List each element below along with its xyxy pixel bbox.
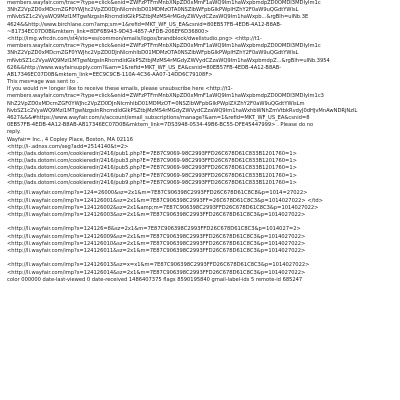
sent-to-notice: This mes=age was sent to . bbox=[7, 79, 79, 86]
text-line: ~81734EC07D0B&mktem_link=8DF6B943-9D43-4857-AFDB-206EF6D36800> bbox=[7, 28, 209, 35]
unsubscribe-notice: If you would n= longer like to receive these emails, please unsubscribe here <http://t1- bbox=[7, 86, 233, 93]
text-line: <http://ads.dotomi.com/cookieredir/2416/pub3.php?E=7E87C9069-98C2993FFD26C678D61C833B1201760=1> bbox=[7, 158, 297, 165]
text-line: members.wayfair.com/trac=?type=click&enid=ZWFzPTFmMnbXNpZD0xMmF1aWQ9Im1haWxpbmdpZD0OMDI3MDIyIm1c bbox=[7, 43, 321, 50]
text-line: <http://ads.dotomi.com/cookieredir/2416/pub9.php?E=7E87C9069-98C2993FFD26C678D61C833B1201760=1> bbox=[7, 179, 297, 186]
company-address: Wayfair= Inc., 4 Copley Place, Boston, MA 02116 bbox=[7, 136, 133, 143]
text-line: mNvbSZ1c2VyaWQ9MzI1MTgwNzgsInRhcmdldGlkPSZtbjMzMS4rMGdyZWVydCZzaWQ9Im1haWxpb...&rgBlh=ulNb.3E bbox=[7, 14, 309, 21]
spacer bbox=[7, 255, 394, 262]
text-line: reply. bbox=[7, 129, 21, 136]
text-line: members.wayfair.com/trac=?type=click&enid=ZWFzPTFmMnbXNpZD0xMmF1aWQ9Im1haWxpbmdpZD0OMDI3MDIyIm1c3 bbox=[7, 93, 324, 100]
text-line: <http://img.wfrcdn.com/st4/sto=es/common/emails/logos/brandblock/dwellstudio.png> <http://t1- bbox=[7, 35, 262, 42]
text-line: <http://li.wayfair.com/imp?s=124126014&sz=2x1&m=7E87C906398C2993FFD26C678D61C8C3&p=1014027022> bbox=[7, 269, 306, 276]
text-line: <http://li.wayfair.com/imp?s=124126009&sz=2x1&m=7E87C906398C2993FFD26C678D61C8C3&p=1014027022> bbox=[7, 233, 306, 240]
message-metadata: color 000000 date-last-viewed 0 date-received 1486407375 flags 8590195840 gmail-label-ids 5 remote-id 685247 bbox=[7, 276, 303, 283]
spacer bbox=[7, 219, 394, 226]
text-line: <http://ads.dotomi.com/cookieredir/2416/pub7.php?E=7E87C9069-98C2993FFD26C678D61C833B1201760=1> bbox=[7, 172, 297, 179]
text-line: <http://li.wayfair.com/imp?s=124=26000&sz=2x1&m=7E87C906398C2993FFD26C678D61C8C8&p=1014=27022> bbox=[7, 190, 308, 197]
text-line: 0EB57FB-4EDB-4A12-B8AB-AB17346EC07D0B&mktem_link=7DS3948-0534-49B6-BC55-DFE45447999> . Please do no bbox=[7, 122, 314, 129]
text-line: <http://li.wayfair.com/imp?s=124126=8&sz=2x1&m=7E87C906398C2993FFD26C678D61C8C3&p=1014027=2> bbox=[7, 226, 301, 233]
text-line: AB17346EC07D0B&mktem_link=EEC9C9CB-110A-4C36-AA07-14DD6C79108F> bbox=[7, 71, 213, 78]
text-line: 3NhZ2VpZD0xMDcmZGF0YWJhc2VpZD0DJnNlcmhlbD01MDMzOTA0NSZlbWFpbGlkPWplHZhY2F0aW9uQGdtYWlsL bbox=[7, 7, 299, 14]
text-line: <http://ads.dotomi.com/cookieredir/2416/pub1.php?E=7E87C9069-98C2993FFD26C678D61C833B1201760=1> bbox=[7, 150, 297, 157]
text-line: 3NhZ2VpZD0xMDcmZGF0YWJhc2VpZD0DJnNlcmhlbD01MDMzOTA0NSZlbWFpbGlkPWplHZhY2F0aW9uQGdtYWlsL bbox=[7, 50, 299, 57]
text-line: NvbSZ1c2VyaWQ9MzI1MTgwNzgsInRhcmdldGlkPSZtbjMzMS4rMGdyZWVydCZzaWQ9Im1haWxhbWNhZmVtbkRvdyJ0dHJvMnAwNDRjNzlL bbox=[7, 107, 358, 114]
text-line: <http://ads.dotomi.com/cookieredir/2416/pub5.php?E=7E87C9069-98C2993FFD26C678D61C833B1201760=1> bbox=[7, 165, 297, 172]
text-line: <http://li.wayfair.com/imp?s=124126011&sz=2x1&m=7E87C906398C2993FFD26C678D61C8C3&p=1014027022> bbox=[7, 247, 306, 254]
text-line: mNvbSZ1c2VyaWQ9MzI1MTgwNzgsInRhcmdldGlkPSZtbjMzMS4rMGdyZWVydCZzaWQ9Im1haWxpbmdpZ...&rgBlh=ulNb.3954 bbox=[7, 57, 330, 64]
text-line: NhZ2VpZD0xMDcmZGF0YWJhc2VpZD0DJnNlcmhlbD01MDMzOT=0NSZlbWFpbGlkPWplZXZhY2F0aW9uQGdtYWlsLm bbox=[7, 100, 305, 107]
text-line: <http://li.wayfair.com/imp?s=124126013&sz=x=x1&m=7E87C906398C2993FFD26C678D61C8C3&p=1014027022> bbox=[7, 262, 310, 269]
text-line: <http://li.wayfair.com/imp?s=124126010&sz=2x1&m=7E87C906398C2993FFD26C678D61C8C3&p=1014027022> bbox=[7, 240, 306, 247]
text-line: members.wayfair.com/trac=?type=click&enid=ZWFzPTFmMnbXNpZD0xMmF1aWQ9Im1haWxpbmdpZD0OMDI3MDIyIm1c bbox=[7, 0, 321, 6]
text-line: <http://li.wayfair.com/imp?s=124126003&sz=2x1&m=7E87C906398C2993FFD26C678D61C8C3&p=1014027022> bbox=[7, 212, 306, 219]
text-line: <http://li.wayfair.com/imp?s=124126001&sz=2x1&m=7E87C906398C2993FF=26C678D61C8C3&p=1014027022> </td> bbox=[7, 197, 323, 204]
text-line: 626&&http://www.wayfairsupply.com?&am=1&refid=MKT_WF_US_EA&csnid=80EB57FB-4EDB-4A12-B8AB- bbox=[7, 64, 282, 71]
text-line: 4624&&http://www.birchlane.com?amp;sm=1&refid=MKT_WF_US_EA&csnid=80EB57FB-4EDB-4A12-B8AB- bbox=[7, 21, 282, 28]
text-line: 4627&&&#https://www.wayfair.com/v/account/email_subscriptions/manage?&am=1&refid=MKT_WF_US_EA&csnid=8 bbox=[7, 115, 310, 121]
text-line: <http://i-.adnxs.com/seg?add=2514140&t=2> bbox=[7, 143, 129, 150]
text-line: <http://li.wayfair.com/imp?s=124126002&sz=2x1&amp;m=7E87C906398C2993FFD26C678D61C8C3&p=1014027022> bbox=[7, 204, 319, 211]
